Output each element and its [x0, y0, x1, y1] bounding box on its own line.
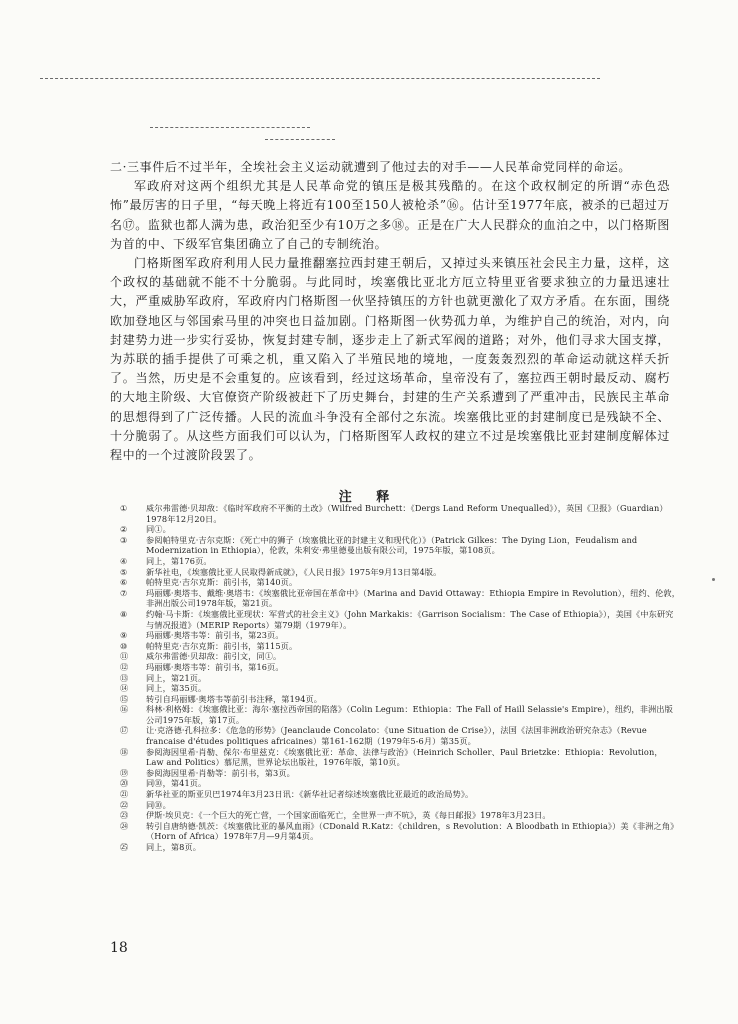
note-item: ㉑ 新华社亚的斯亚贝巴1974年3月23日讯：《新华社记者综述埃塞俄比亚最近的政治局势》。 — [120, 789, 474, 800]
note-item: ⑱ 参阅海因里希·肖勒、保尔·布里兹克：《埃塞俄比亚：革命、法律与政治》（Heinrich Scholler、Paul Brietzke：Ethiopia：Revolution，Law and Politics）慕尼黑，世界论坛出版社，1976年版，第10页。 — [120, 746, 663, 768]
page-number: 18 — [110, 940, 128, 956]
note-item: ④ 同上，第176页。 — [120, 555, 212, 566]
note-item: ⑧ 约翰·马卡斯：《埃塞俄比亚现状：军营式的社会主义》（John Markakis：《Garrison Socialism：The Case of Ethiopia》），美国《中东研究与情况报道》（MERIP Reports）第79期（1979年）。 — [120, 608, 674, 630]
short-dashed-rule — [265, 139, 335, 140]
upper-dashed-rule — [150, 127, 310, 128]
note-item: ③ 参阅帕特里克·吉尔克斯：《死亡中的狮子（埃塞俄比亚的封建主义和现代化）》（Patrick Gilkes：The Dying Lion，Feudalism and Modernization in Ethiopia），伦敦，朱利安·弗里德曼出版有限公司，1975年版，第108页。 — [120, 534, 638, 556]
note-item: ⑤ 新华社电，《埃塞俄比亚人民取得新成就》，《人民日报》1975年9月13日第4版。 — [120, 566, 442, 577]
note-item: ⑩ 帕特里克·吉尔克斯：前引书，第115页。 — [120, 640, 298, 651]
note-item: ⑭ 同上，第35页。 — [120, 683, 207, 694]
note-item: ㉔ 转引自唐纳德·凯茨：《埃塞俄比亚的暴风血雨》（CDonald R.Katz：《children，s Revolution：A Bloodbath in Ethiopia》）美《非洲之角》（Horn of Africa）1978年7月—9月第4页。 — [120, 820, 679, 842]
scan-speck — [712, 578, 715, 581]
note-item: ⑦ 玛丽娜·奥塔韦、戴维·奥塔韦：《埃塞俄比亚帝国在革命中》（Marina and David Ottaway：Ethiopia Empire in Revolution），纽约、伦敦，非洲出版公司1978年版，第21页。 — [120, 587, 680, 609]
note-item: ㉓ 伊斯·埃贝克：《一个巨大的死亡营，一个国家面临死亡，全世界一声不吭》，英《每日邮报》1978年3月23日。 — [120, 810, 551, 821]
note-item: ⑫ 玛丽娜·奥塔韦等：前引书，第16页。 — [120, 661, 284, 672]
body-paragraph: 军政府对这两个组织尤其是人民革命党的镇压是极其残酷的。在这个政权制定的所谓“赤色恐怖”最厉害的日子里，“每天晚上将近有100至150人被枪杀”⑯。估计至1977年底，被杀的已超过万名⑰。监狱也都人满为患，政治犯至少有10万之多⑱。正是在广大人民群众的血泊之中，以门格斯图为首的中、下级军官集团确立了自己的专制统治。 — [110, 179, 670, 251]
note-item: ⑨ 玛丽娜·奥塔韦等：前引书，第23页。 — [120, 630, 284, 641]
body-paragraph: 门格斯图军政府利用人民力量推翻塞拉西封建王朝后，又掉过头来镇压社会民主力量，这样，这个政权的基础就不能不十分脆弱。与此同时，埃塞俄比亚北方厄立特里亚省要求独立的力量迅速壮大，严重威胁军政府，军政府内门格斯图一伙坚持镇压的方针也就更激化了双方矛盾。在东面，围绕欧加登地区与邻国索马里的冲突也日益加剧。门格斯图一伙势孤力单，为维护自己的统治，对内，向封建势力进一步实行妥协，恢复封建专制，逐步走上了新式军阀的道路；对外，他们寻求大国支撑，为苏联的插手提供了可乘之机，重又陷入了半殖民地的境地，一度轰轰烈烈的革命运动就这样夭折了。当然，历史是不会重复的。应该看到，经过这场革命，皇帝没有了，塞拉西王朝时最反动、腐朽的大地主阶级、大官僚资产阶级被赶下了历史舞台，封建的生产关系遭到了严重冲击，民族民主革命的思想得到了广泛传播。人民的流血斗争没有全部付之东流。埃塞俄比亚的封建制度已是残缺不全、十分脆弱了。从这些方面我们可以认为，门格斯图军人政权的建立不过是埃塞俄比亚封建制度解体过程中的一个过渡阶段罢了。 — [110, 256, 670, 463]
body-paragraph: 二·三事件后不过半年，全埃社会主义运动就遭到了他过去的对手——人民革命党同样的命运。 — [110, 160, 632, 174]
note-item: ⑬ 同上，第21页。 — [120, 672, 207, 683]
note-item: ① 威尔弗雷德·贝却敌：《临时军政府不平衡的土改》（Wilfred Burchett：《Dergs Land Reform Unequalled》），英国《卫报》（Guardian）1978年12月20日。 — [120, 503, 668, 524]
body-text — [110, 158, 670, 465]
notes-heading: 注 释 — [338, 490, 400, 505]
note-item: ⑪ 威尔弗雷德·贝却敌：前引文，同①。 — [120, 651, 282, 662]
note-item: ㉕ 同上，第8页。 — [120, 842, 202, 852]
note-item: ② 同①。 — [120, 524, 171, 535]
top-dashed-rule — [40, 78, 600, 79]
note-item: ⑥ 帕特里克·吉尔克斯：前引书，第140页。 — [120, 577, 298, 588]
note-item: ⑮ 转引自玛丽娜·奥塔韦等前引书注释，第194页。 — [120, 693, 323, 704]
note-item: ㉒ 同⑩。 — [120, 799, 171, 810]
note-item: ⑰ 让·克洛德·孔科拉多：《危急的形势》（Jeanclaude Concolato：《une Situation de Crise》），法国《法国非洲政治研究杂志》（Revue francaise d'études politiques africaines）第161-162期（1979年5-6月）第35页。 — [120, 725, 647, 747]
note-item: ⑯ 科林·利格姆：《埃塞俄比亚：海尔·塞拉西帝国的陷落》（Colin Legum：Ethiopia：The Fall of Haill Selassie's Empire），纽约，非洲出版公司1975年版，第17页。 — [120, 704, 673, 725]
notes-list — [120, 503, 680, 853]
note-item: ⑲ 参阅海因里希·肖勒等：前引书，第3页。 — [120, 767, 295, 778]
note-item: ⑳ 同⑩，第41页。 — [120, 778, 207, 789]
